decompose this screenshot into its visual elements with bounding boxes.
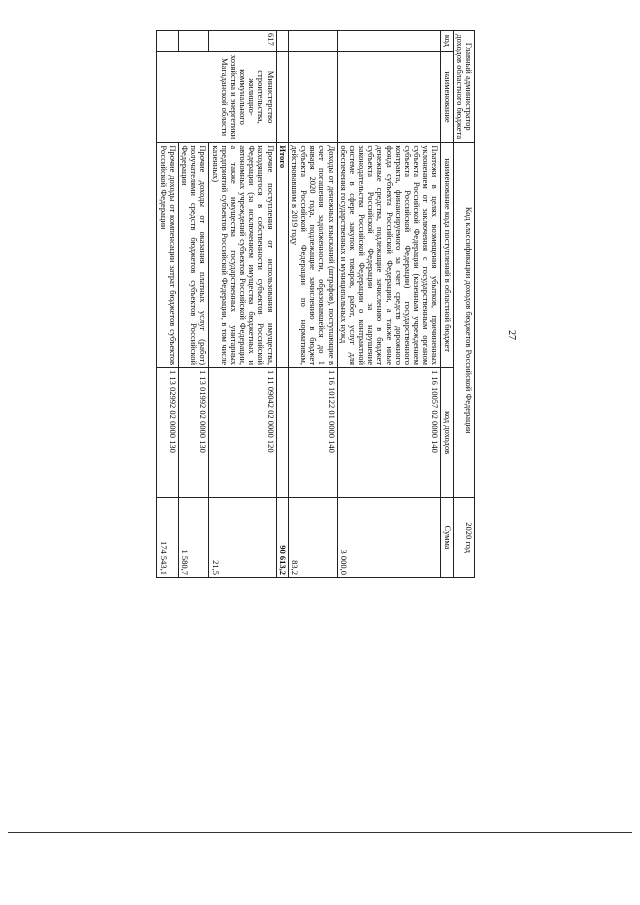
total-row — [276, 31, 288, 578]
admin-name-header: наименование — [441, 51, 453, 143]
total-amount: 90 613,2 — [276, 498, 288, 578]
year-header: 2020 год — [453, 498, 474, 578]
description-cell: Прочие поступления от использования имущества, находящегося в собственности субъектов Российской Федерации (за исключением имущества бюджетных и автономных учреждений субъектов Российской Федерации, а также имущества государственных унитарных предприятий субъектов Российской Федерации, в том числе казенных) — [209, 143, 276, 368]
admin-code-cell — [288, 31, 337, 52]
header-row-2 — [441, 31, 453, 578]
revenue-code-cell: 1 16 10057 02 0000 140 — [337, 368, 441, 498]
admin-code-cell — [178, 31, 209, 52]
amount-cell: 3 000,0 — [337, 498, 441, 578]
amount-cell: 83,2 — [288, 498, 337, 578]
admin-code-cell — [276, 31, 288, 52]
description-cell: Прочие доходы от оказания платных услуг (работ) получателями средств бюджетов субъектов Российской Федерации — [178, 143, 209, 368]
table-row — [288, 31, 337, 578]
admin-code-cell — [337, 31, 441, 52]
admin-name-cell — [288, 51, 337, 143]
kbk-name-header: наименование кода поступлений в областной бюджет — [441, 143, 453, 368]
description-cell: Платежи в целях возмещения убытков, причиненных уклонением от заключения с государственным органом субъекта Российской Федерации (казенным учреждением субъекта Российской Федерации) государственного контракта, финансируемого за счет средств дорожного фонда субъекта Российской Федерации, а также иные денежные средства, подлежащие зачислению в бюджет субъекта Российской Федерации за нарушение законодательства Российской Федерации о контрактной системе в сфере закупок товаров, работ, услуг для обеспечения государственных и муниципальных нужд — [337, 143, 441, 368]
revenue-table — [157, 30, 476, 578]
sum-header: Сумма — [441, 498, 453, 578]
description-cell: Прочие доходы от компенсации затрат бюджетов субъектов Российской Федерации — [157, 143, 178, 368]
page-divider — [8, 832, 632, 833]
rotated-page — [75, 10, 525, 578]
amount-cell: 21,5 — [209, 498, 276, 578]
admin-group-header: Главный администратор доходов областного бюджета — [453, 31, 474, 143]
amount-cell: 1 580,7 — [178, 498, 209, 578]
revenue-code-cell: 1 11 09042 02 0000 120 — [209, 368, 276, 498]
admin-code-cell — [157, 31, 178, 52]
kbk-code-header: код доходов — [441, 368, 453, 498]
admin-name-cell: Министерство строительства, жилищно-коммунального хозяйства и энергетики Магаданской области — [157, 51, 276, 143]
total-label: Итого — [276, 143, 288, 368]
admin-code-header: код — [441, 31, 453, 52]
header-row-1 — [453, 31, 474, 578]
page-number: 27 — [506, 330, 517, 340]
revenue-code-cell: 1 13 01992 02 0000 130 — [178, 368, 209, 498]
table-row — [209, 31, 276, 578]
admin-name-cell — [337, 51, 441, 143]
amount-cell: 174 543,1 — [157, 498, 178, 578]
table-row — [337, 31, 441, 578]
revenue-code-cell: 1 13 02992 02 0000 130 — [157, 368, 178, 498]
admin-code-cell: 617 — [209, 31, 276, 52]
revenue-code-cell — [276, 368, 288, 498]
revenue-code-cell: 1 16 10122 01 0000 140 — [288, 368, 337, 498]
description-cell: Доходы от денежных взысканий (штрафов), поступающие в счет погашения задолженности, образовавшейся до 1 января 2020 года, подлежащие зачислению в бюджет субъекта Российской Федерации по нормативам, действовавшим в 2019 году — [288, 143, 337, 368]
kbk-group-header: Код классификации доходов бюджетов Российской Федерации — [453, 143, 474, 498]
admin-name-cell — [276, 51, 288, 143]
